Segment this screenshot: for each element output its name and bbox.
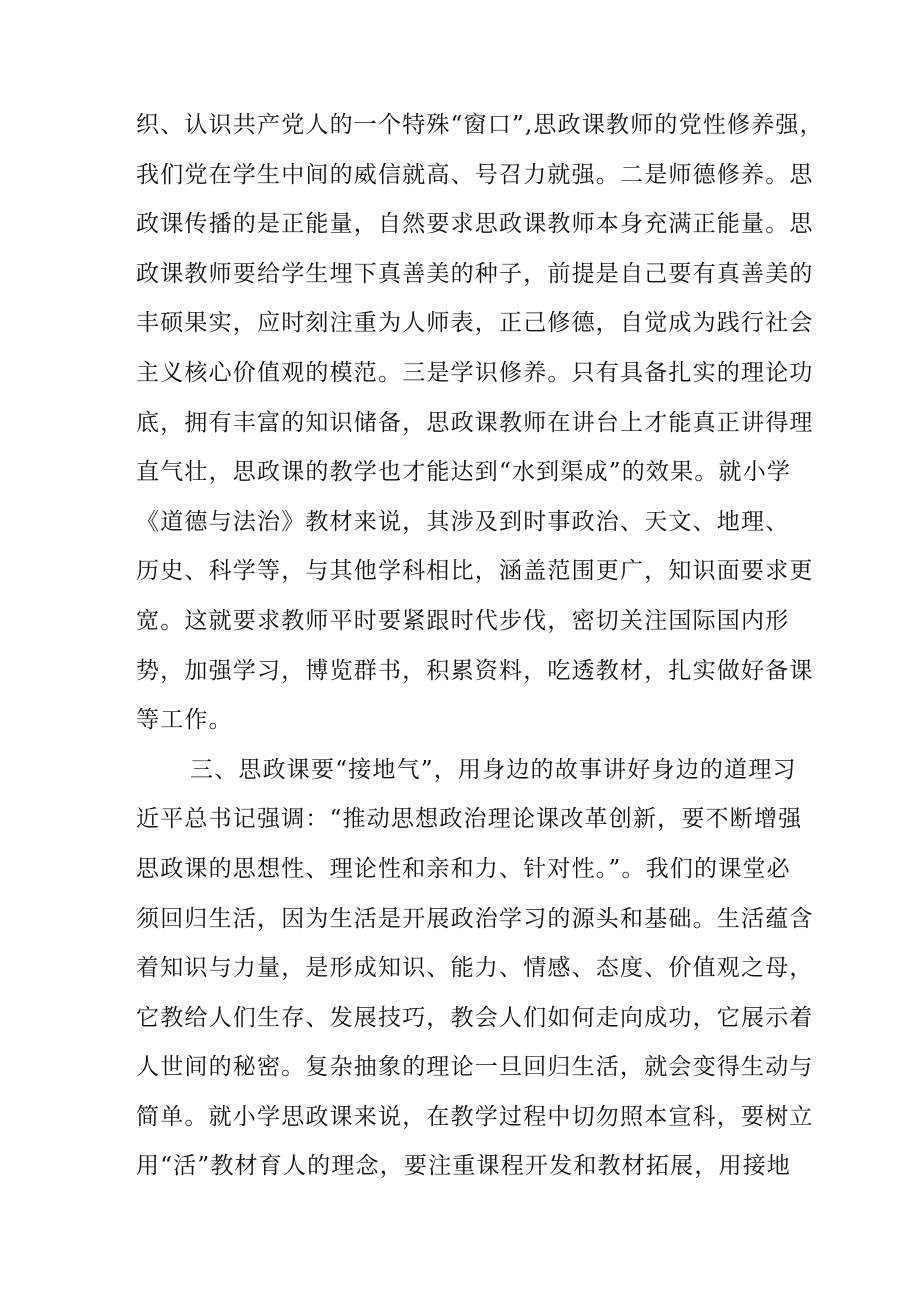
- text-line: 须回归生活，因为生活是开展政治学习的源头和基础。生活蕴含: [136, 905, 814, 932]
- text-line: 我们党在学生中间的威信就高、号召力就强。二是师德修养。思: [136, 161, 814, 188]
- text-line: 等工作。: [136, 707, 233, 734]
- text-line: 主义核心价值观的模范。三是学识修养。只有具备扎实的理论功: [136, 359, 814, 386]
- body-text: [136, 101, 824, 1192]
- text-line: 丰硕果实，应时刻注重为人师表，正己修德，自觉成为践行社会: [136, 310, 814, 337]
- text-line: 近平总书记强调：“推动思想政治理论课改革创新，要不断增强: [136, 806, 803, 833]
- text-line: 人世间的秘密。复杂抽象的理论一旦回归生活，就会变得生动与: [136, 1054, 814, 1081]
- text-line: 政课传播的是正能量，自然要求思政课教师本身充满正能量。思: [136, 211, 814, 238]
- text-line: 势，加强学习，博览群书，积累资料，吃透教材，扎实做好备课: [136, 657, 814, 684]
- text-line: 着知识与力量，是形成知识、能力、情感、态度、价值观之母，: [136, 955, 814, 982]
- text-line: 宽。这就要求教师平时要紧跟时代步伐，密切关注国际国内形: [136, 607, 790, 634]
- text-line: 底，拥有丰富的知识储备，思政课教师在讲台上才能真正讲得理: [136, 409, 814, 436]
- text-line: 简单。就小学思政课来说，在教学过程中切勿照本宣科，要树立: [136, 1103, 814, 1130]
- text-line: 直气壮，思政课的教学也才能达到“水到渠成”的效果。就小学: [136, 459, 792, 486]
- text-line: 政课教师要给学生埋下真善美的种子，前提是自己要有真善美的: [136, 260, 814, 287]
- text-line: 用“活”教材育人的理念，要注重课程开发和教材拓展，用接地: [136, 1153, 792, 1180]
- text-line: 《道德与法治》教材来说，其涉及到时事政治、天文、地理、: [136, 508, 790, 535]
- text-line: 思政课的思想性、理论性和亲和力、针对性。”。我们的课堂必: [136, 855, 791, 882]
- section-heading-line: 三、思政课要“接地气”，用身边的故事讲好身边的道理习: [190, 756, 797, 783]
- text-line: 织、认识共产党人的一个特殊“窗口”,思政课教师的党性修养强，: [136, 112, 824, 138]
- text-line: 它教给人们生存、发展技巧，教会人们如何走向成功，它展示着: [136, 1004, 814, 1031]
- text-line: 历史、科学等，与其他学科相比，涵盖范围更广，知识面要求更: [136, 558, 814, 585]
